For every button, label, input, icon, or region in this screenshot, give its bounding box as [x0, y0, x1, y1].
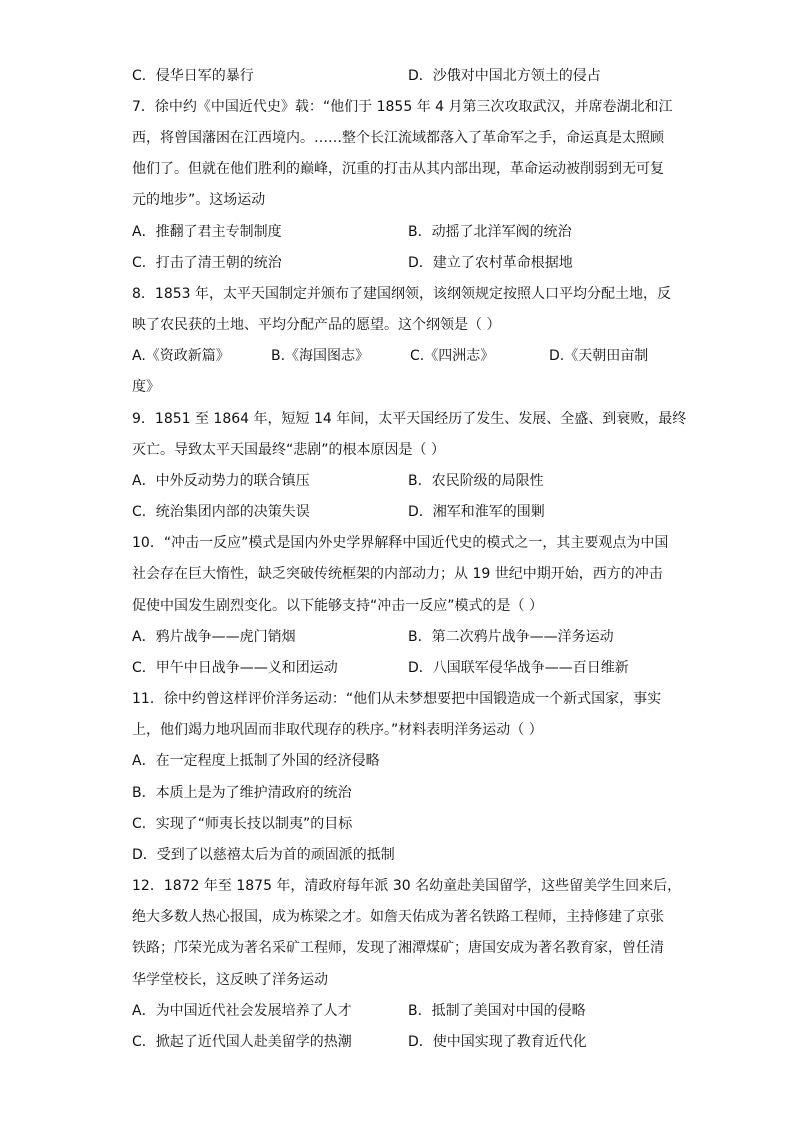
question-12-option-a: A．为中国近代社会发展培养了人才: [132, 1003, 352, 1019]
question-8-option-b: B.《海国图志》: [271, 348, 370, 364]
question-12-stem-line: 华学堂校长，这反映了洋务运动: [132, 972, 328, 988]
question-11-option-d: D．受到了以慈禧太后为首的顽固派的抵制: [132, 847, 395, 863]
question-9-stem-line: 9．1851 至 1864 年，短短 14 年间，太平天国经历了发生、发展、全盛、到衰败，最终: [132, 411, 687, 427]
question-10-option-a: A．鸦片战争——虎门销烟: [132, 629, 296, 645]
question-7-option-b: B．动摇了北洋军阀的统治: [408, 224, 572, 240]
question-9-option-a: A．中外反动势力的联合镇压: [132, 473, 310, 489]
question-9-option-d: D．湘军和淮军的围剿: [408, 504, 545, 520]
question-10-stem-line: 社会存在巨大惰性，缺乏突破传统框架的内部动力；从 19 世纪中期开始，西方的冲击: [132, 566, 663, 582]
question-8-option-d-continued: 度》: [132, 379, 160, 395]
question-7-stem-line: 7．徐中约《中国近代史》载：“他们于 1855 年 4 月第三次攻取武汉，并席卷湖北和江: [132, 99, 673, 115]
question-7-option-a: A．推翻了君主专制制度: [132, 224, 282, 240]
question-11-option-c: C．实现了“师夷长技以制夷”的目标: [132, 816, 353, 832]
question-8-option-c: C.《四洲志》: [410, 348, 495, 364]
question-10-option-c: C．甲午中日战争——义和团运动: [132, 660, 338, 676]
question-10-option-d: D．八国联军侵华战争——百日维新: [408, 660, 629, 676]
question-10-option-b: B．第二次鸦片战争——洋务运动: [408, 629, 614, 645]
question-9-option-c: C．统治集团内部的决策失误: [132, 504, 310, 520]
question-11-stem-line: 上，他们竭力地巩固而非取代现存的秩序。”材料表明洋务运动（ ）: [132, 722, 543, 738]
option-d: D．沙俄对中国北方领土的侵占: [408, 68, 601, 84]
question-8-option-d: D.《天朝田亩制: [549, 348, 649, 364]
question-7-stem-line: 西，将曾国藩困在江西境内。……整个长江流域都落入了革命军之手，命运真是太照顾: [132, 130, 664, 146]
question-8-stem-line: 映了农民获的土地、平均分配产品的愿望。这个纲领是（ ）: [132, 317, 501, 333]
question-12-stem-line: 绝大多数人热心报国，成为栋梁之才。如詹天佑成为著名铁路工程师，主持修建了京张: [132, 909, 664, 925]
question-11-stem-line: 11．徐中约曾这样评价洋务运动：“他们从未梦想要把中国锻造成一个新式国家，事实: [132, 691, 662, 707]
question-9-option-b: B．农民阶级的局限性: [408, 473, 544, 489]
question-8-option-a: A.《资政新篇》: [132, 348, 230, 364]
question-12-option-b: B．抵制了美国对中国的侵略: [408, 1003, 586, 1019]
question-7-stem-line: 他们了。但就在他们胜利的巅峰，沉重的打击从其内部出现，革命运动被削弱到无可复: [132, 161, 664, 177]
question-10-stem-line: 促使中国发生剧烈变化。以下能够支持“冲击一反应”模式的是（ ）: [132, 598, 543, 614]
question-7-option-d: D．建立了农村革命根据地: [408, 255, 573, 271]
question-12-option-c: C．掀起了近代国人赴美留学的热潮: [132, 1034, 352, 1050]
question-11-option-b: B．本质上是为了维护清政府的统治: [132, 785, 352, 801]
question-7-stem-line: 元的地步”。这场运动: [132, 192, 266, 208]
question-9-stem-line: 灭亡。导致太平天国最终“悲剧”的根本原因是（ ）: [132, 442, 445, 458]
question-11-option-a: A．在一定程度上抵制了外国的经济侵略: [132, 753, 380, 769]
question-12-option-d: D．使中国实现了教育近代化: [408, 1034, 587, 1050]
question-12-stem-line: 铁路；邝荣光成为著名采矿工程师，发现了湘潭煤矿；唐国安成为著名教育家，曾任清: [132, 940, 664, 956]
question-12-stem-line: 12．1872 年至 1875 年，清政府每年派 30 名幼童赴美国留学，这些留美学生回来后，: [132, 878, 682, 894]
question-10-stem-line: 10．“冲击一反应”模式是国内外史学界解释中国近代史的模式之一，其主要观点为中国: [132, 535, 669, 551]
option-c: C．侵华日军的暴行: [132, 68, 254, 84]
question-7-option-c: C．打击了清王朝的统治: [132, 255, 282, 271]
question-8-stem-line: 8．1853 年，太平天国制定并颁布了建国纲领，该纲领规定按照人口平均分配土地，反: [132, 286, 671, 302]
